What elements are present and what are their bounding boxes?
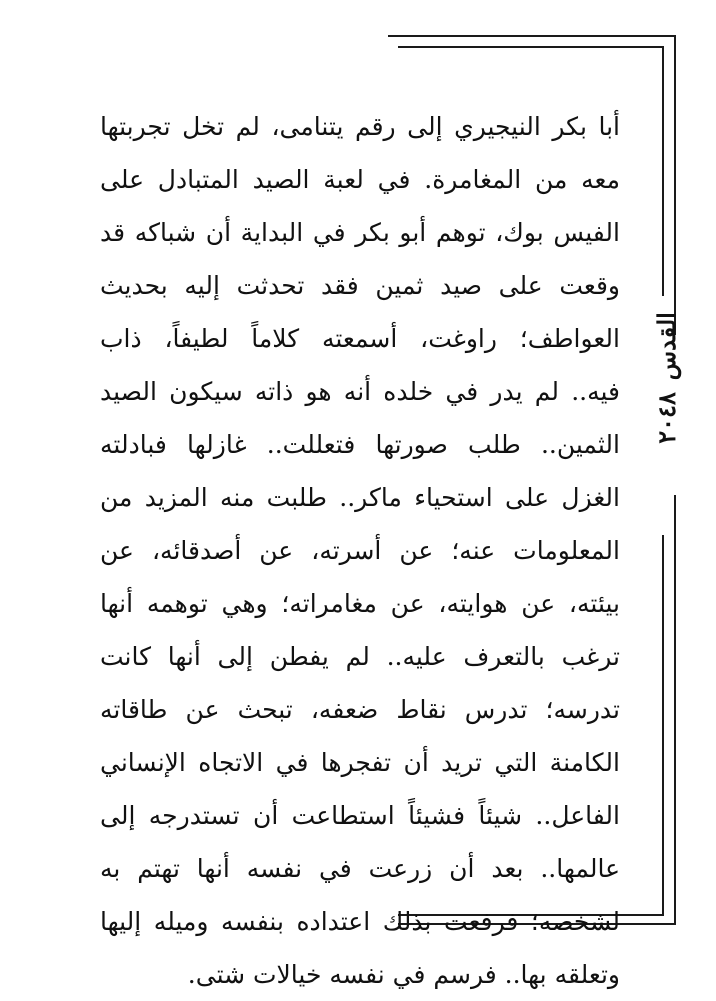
frame-top-inner-rule (398, 46, 664, 48)
text-line: معه من المغامرة. في لعبة الصيد المتبادل على (100, 165, 620, 194)
text-line: ترغب بالتعرف عليه.. لم يفطن إلى أنها كانت (100, 642, 620, 671)
frame-right-inner-rule (662, 46, 664, 296)
text-line: المعلومات عنه؛ عن أسرته، عن أصدقائه، عن (100, 536, 620, 565)
text-line: فيه.. لم يدر في خلده أنه هو ذاته سيكون الصيد (100, 377, 620, 406)
text-line: وتعلقه بها.. فرسم في نفسه خيالات شتى. (187, 960, 620, 989)
text-line: لشخصه؛ فرفعت بذلك اعتداده بنفسه وميله إليها (100, 907, 620, 936)
frame-right-outer-rule (674, 35, 676, 335)
text-line: عالمها.. بعد أن زرعت في نفسه أنها تهتم به (100, 854, 620, 883)
text-line: بيئته، عن هوايته، عن مغامراته؛ وهي توهمه أنها (100, 589, 620, 618)
running-header-title: القدس (651, 312, 681, 381)
body-paragraph (100, 100, 620, 1001)
frame-right-bottom-outer-rule (674, 495, 676, 925)
text-line: أبا بكر النيجيري إلى رقم يتنامى، لم تخل تجربتها (100, 112, 620, 141)
text-line: الثمين.. طلب صورتها فتعللت.. غازلها فبادلته (100, 430, 620, 459)
text-line: تدرسه؛ تدرس نقاط ضعفه، تبحث عن طاقاته (100, 695, 620, 724)
text-line: الفيس بوك، توهم أبو بكر في البداية أن شباكه قد (100, 218, 620, 247)
text-line: العواطف؛ راوغت، أسمعته كلاماً لطيفاً، ذاب (100, 324, 620, 353)
text-line: وقعت على صيد ثمين فقد تحدثت إليه بحديث (100, 271, 620, 300)
text-line: الغزل على استحياء ماكر.. طلبت منه المزيد من (100, 483, 620, 512)
text-line: الفاعل.. شيئاً فشيئاً استطاعت أن تستدرجه إلى (100, 801, 620, 830)
running-header (648, 308, 684, 448)
running-header-year: ٢٠٤٨ (651, 392, 681, 444)
frame-right-bottom-inner-rule (662, 535, 664, 916)
frame-top-outer-rule (388, 35, 676, 37)
text-line: الكامنة التي تريد أن تفجرها في الاتجاه الإنساني (100, 748, 620, 777)
